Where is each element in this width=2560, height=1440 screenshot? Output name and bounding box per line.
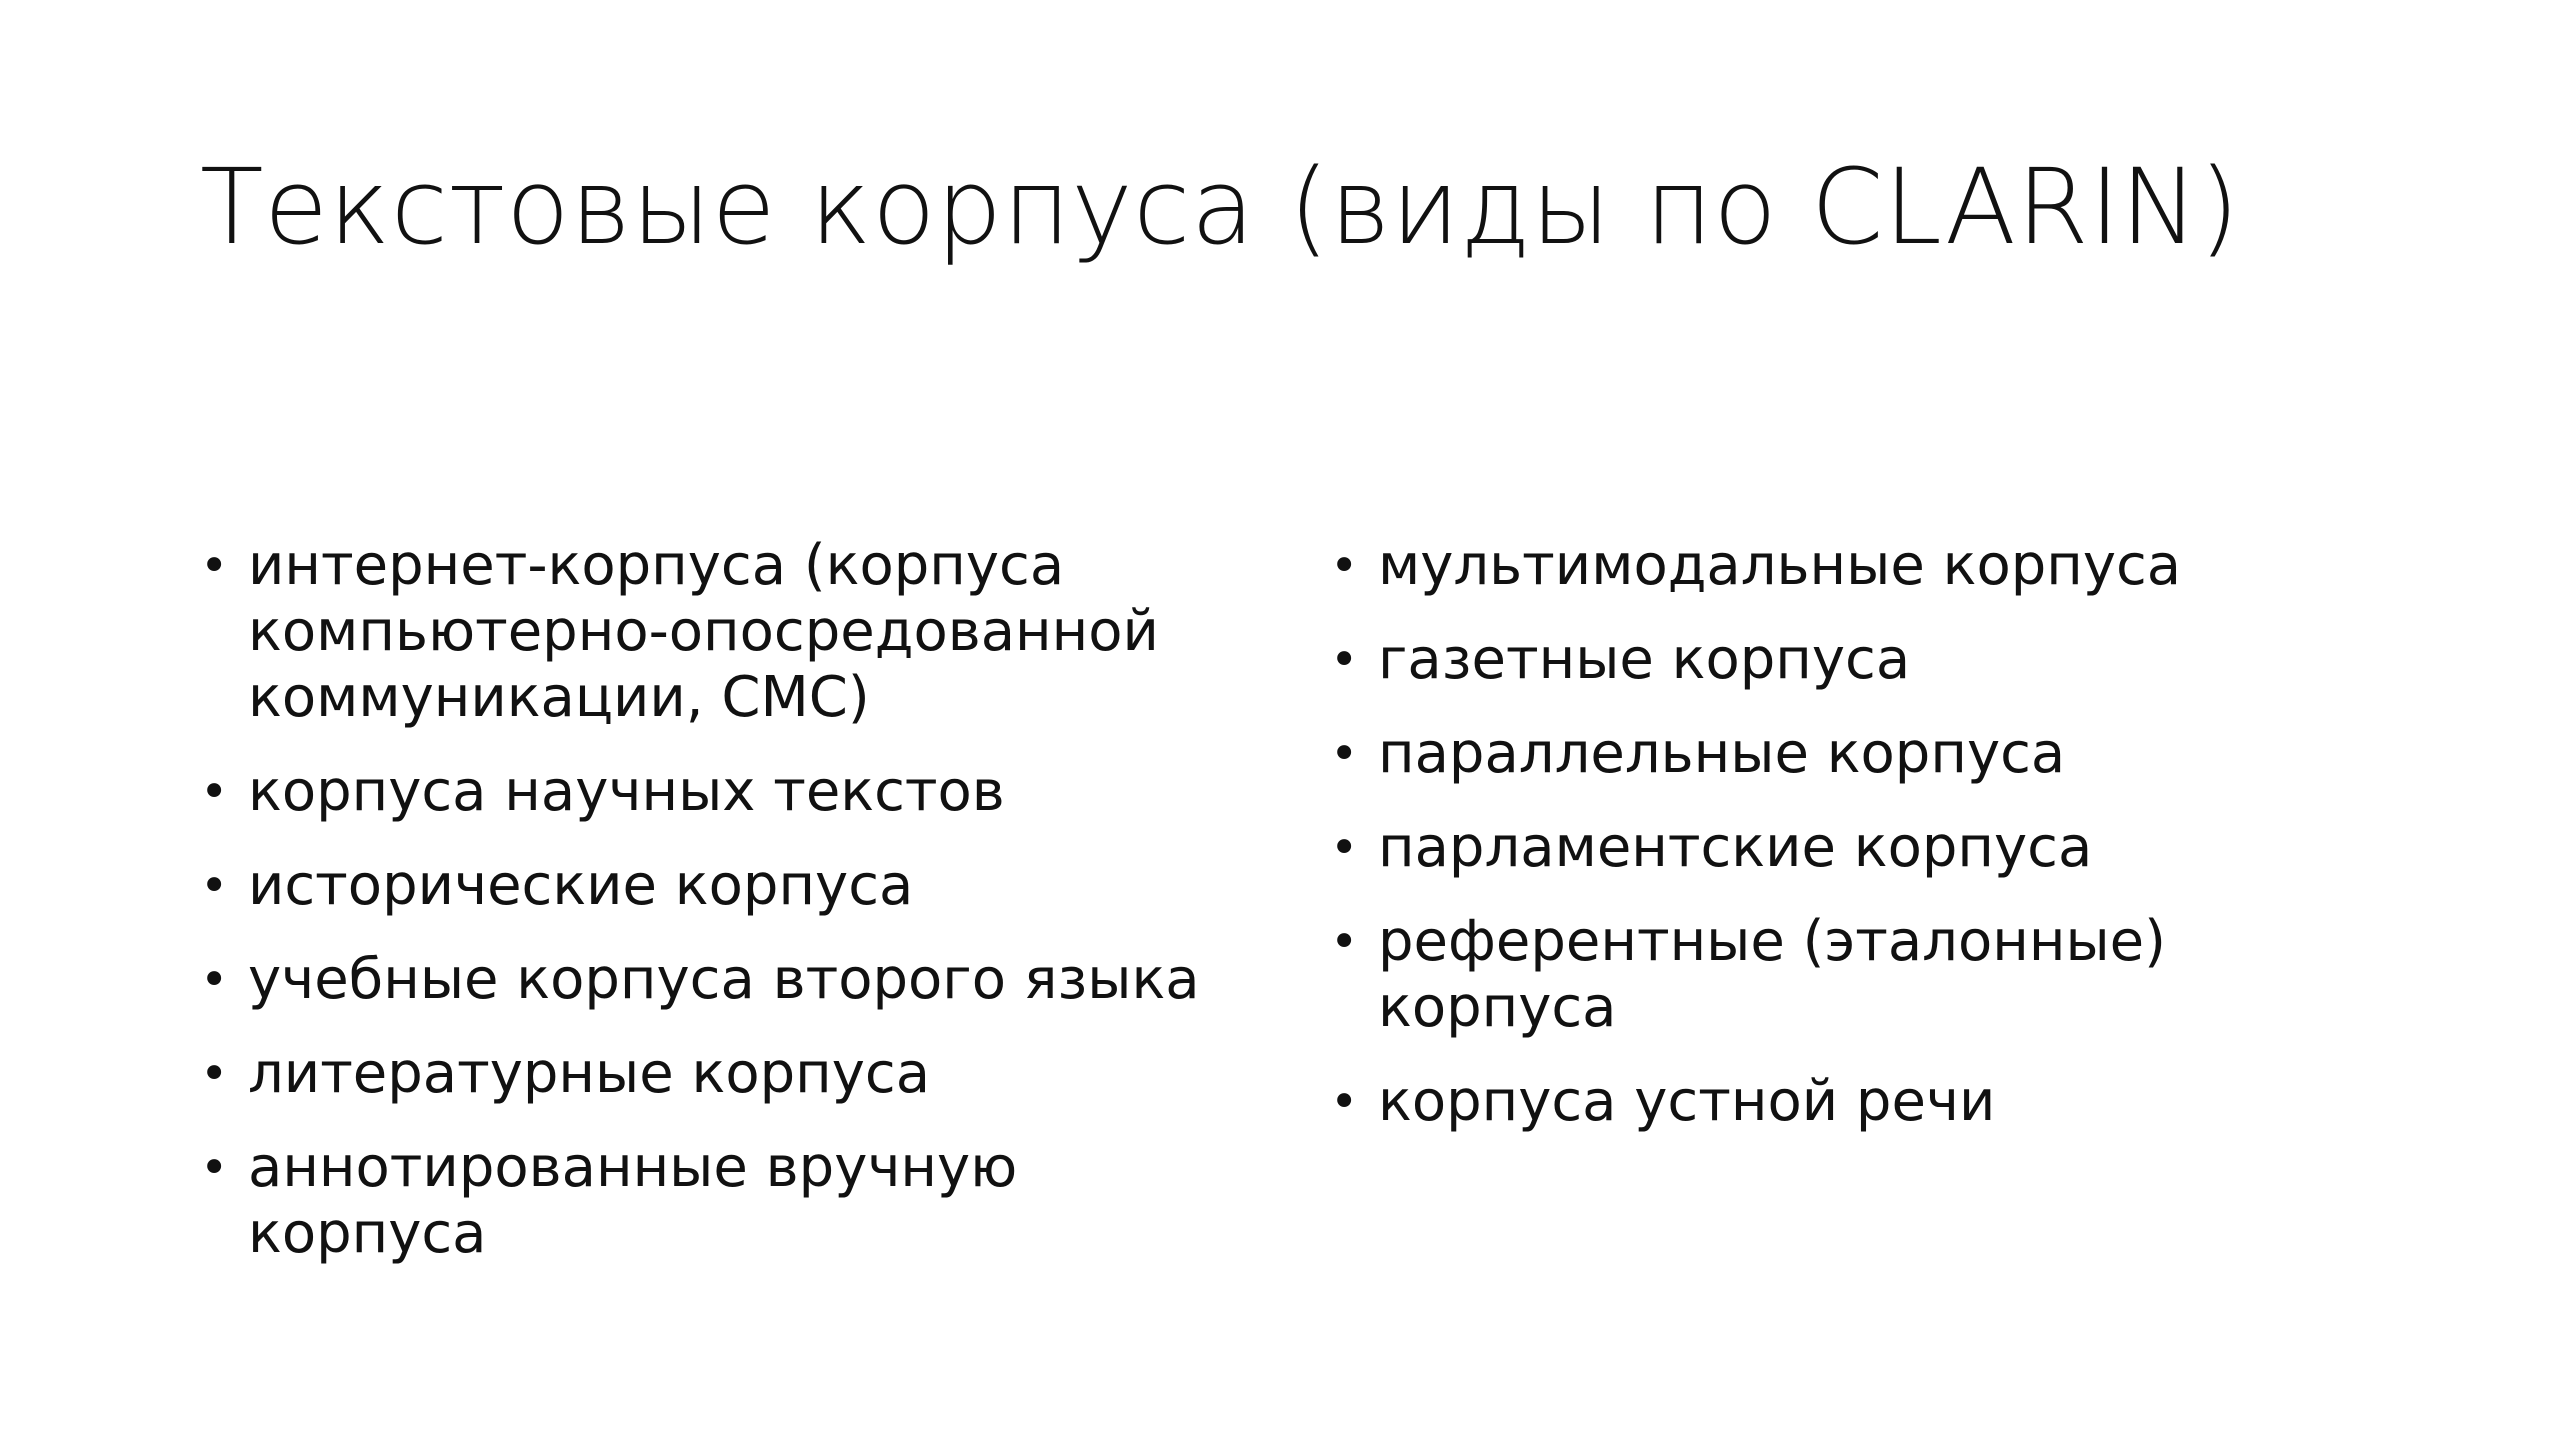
list-item-text: учебные корпуса второго языка xyxy=(248,947,1200,1012)
bullet-icon: • xyxy=(1330,632,1359,688)
list-item-text: корпуса научных текстов xyxy=(248,759,1005,824)
list-item xyxy=(1330,815,2350,881)
slide-title: Текстовые корпуса (виды по CLARIN) xyxy=(200,146,2240,268)
bullet-icon: • xyxy=(1330,538,1359,594)
list-item-text: парламентские корпуса xyxy=(1378,815,2093,880)
list-item xyxy=(200,759,1220,825)
list-item xyxy=(200,947,1220,1013)
list-item xyxy=(1330,1069,2350,1135)
list-item xyxy=(200,1135,1220,1267)
bullet-icon: • xyxy=(200,858,229,914)
list-item-text: параллельные корпуса xyxy=(1378,721,2066,786)
list-item-text: референтные (эталонные) корпуса xyxy=(1378,909,2166,1040)
bullet-icon: • xyxy=(1330,726,1359,782)
list-item-text: мультимодальные корпуса xyxy=(1378,533,2182,598)
list-item xyxy=(200,1041,1220,1107)
bullet-icon: • xyxy=(200,538,229,594)
bullet-icon: • xyxy=(200,952,229,1008)
bullet-list-right xyxy=(1330,533,2350,1163)
list-item xyxy=(1330,721,2350,787)
list-item xyxy=(1330,627,2350,693)
list-item xyxy=(200,533,1220,731)
list-item-text: исторические корпуса xyxy=(248,853,914,918)
list-item-text: аннотированные вручную корпуса xyxy=(248,1135,1018,1266)
bullet-icon: • xyxy=(200,1046,229,1102)
list-item xyxy=(200,853,1220,919)
bullet-icon: • xyxy=(200,1140,229,1196)
bullet-list-left xyxy=(200,533,1220,1295)
bullet-icon: • xyxy=(1330,914,1359,970)
list-item-text: корпуса устной речи xyxy=(1378,1069,1996,1134)
list-item xyxy=(1330,533,2350,599)
bullet-icon: • xyxy=(1330,820,1359,876)
list-item-text: литературные корпуса xyxy=(248,1041,931,1106)
bullet-icon: • xyxy=(1330,1074,1359,1130)
list-item-text: интернет-корпуса (корпуса компьютерно-опосредованной коммуникации, СМС) xyxy=(248,533,1159,730)
list-item xyxy=(1330,909,2350,1041)
list-item-text: газетные корпуса xyxy=(1378,627,1911,692)
bullet-icon: • xyxy=(200,764,229,820)
